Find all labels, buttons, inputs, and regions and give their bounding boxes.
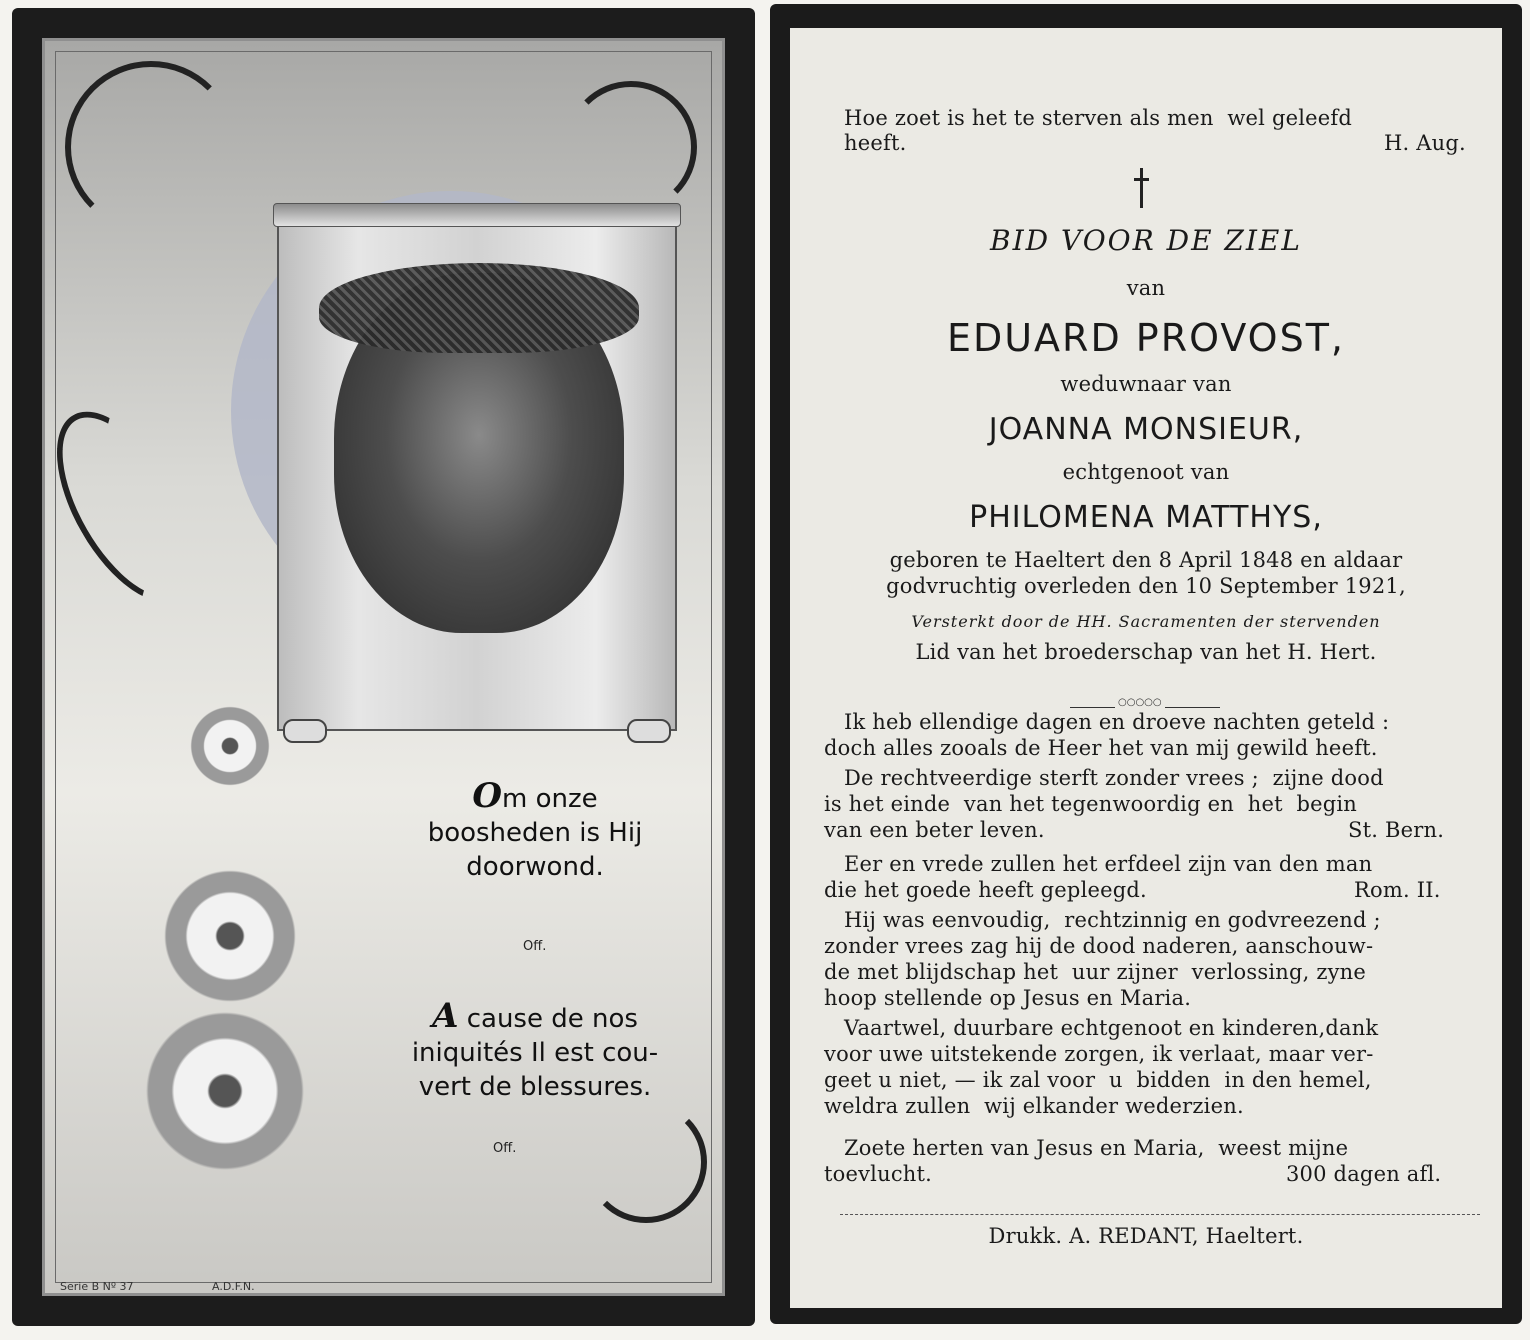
prayer-dutch-line1	[375, 776, 695, 816]
widower-label: weduwnaar van	[1060, 372, 1232, 396]
printer-line: Drukk. A. REDANT, Haeltert.	[988, 1224, 1304, 1248]
corner-ornament-top-right	[565, 81, 697, 213]
dotted-divider	[840, 1214, 1480, 1215]
veil-image	[277, 211, 677, 731]
veil-scroll-right	[627, 719, 671, 743]
cross-icon	[1132, 168, 1152, 208]
paragraph3-line1: Eer en vrede zullen het erfdeel zijn van den man	[844, 852, 1373, 876]
heading-pray: BID VOOR DE ZIEL	[990, 224, 1302, 257]
epigraph-source: H. Aug.	[1384, 131, 1466, 155]
epigraph-line1: Hoe zoet is het te sterven als men wel geleefd	[844, 106, 1353, 130]
paragraph2-line2: is het einde van het tegenwoordig en het begin	[824, 792, 1358, 816]
brotherhood-line: Lid van het broederschap van het H. Hert.	[915, 640, 1377, 664]
passion-flower-large	[135, 1001, 315, 1181]
paragraph4-line2: zonder vrees zag hij de dood naderen, aanschouw-	[824, 934, 1374, 958]
prayer-french	[375, 996, 695, 1104]
veil-rod	[273, 203, 681, 227]
spouse-label: echtgenoot van	[1062, 460, 1230, 484]
prayer-dutch-line1-text: m onze	[502, 784, 598, 814]
passion-flower-medium	[155, 861, 305, 1011]
ornamental-frame	[42, 38, 725, 1296]
first-wife-name: JOANNA MONSIEUR,	[988, 412, 1304, 447]
paragraph5-line2: voor uwe uitstekende zorgen, ik verlaat, maar ver-	[824, 1042, 1374, 1066]
sacraments-line: Versterkt door de HH. Sacramenten der stervenden	[911, 612, 1381, 631]
birth-line: geboren te Haeltert den 8 April 1848 en aldaar	[889, 548, 1403, 572]
memorial-text-page	[790, 28, 1502, 1308]
right-card-panel	[770, 4, 1522, 1324]
paragraph2-line1: De rechtveerdige sterft zonder vrees ; zijne dood	[844, 766, 1384, 790]
illuminated-initial-a: A	[432, 996, 459, 1036]
corner-ornament-top-left	[65, 61, 237, 233]
paragraph4-line1: Hij was eenvoudig, rechtzinnig en godvreezend ;	[844, 908, 1381, 932]
paragraph6-line2: toevlucht.	[824, 1162, 933, 1186]
flower-bud	[185, 701, 275, 791]
off-attribution-1: Off.	[523, 939, 547, 954]
epigraph-line2-left: heeft.	[844, 131, 907, 155]
death-line: godvruchtig overleden den 10 September 1921,	[886, 574, 1406, 598]
publisher-mark: A.D.F.N.	[212, 1280, 255, 1293]
paragraph5-line4: weldra zullen wij elkander wederzien.	[824, 1094, 1244, 1118]
crown-of-thorns	[319, 263, 639, 353]
paragraph3-line2: die het goede heeft gepleegd.	[824, 878, 1147, 902]
prayer-french-line1-text: cause de nos	[458, 1004, 638, 1034]
paragraph2-source: St. Bern.	[1348, 818, 1445, 842]
veil-scroll-left	[283, 719, 327, 743]
left-card-panel	[12, 8, 755, 1326]
paragraph5-line3: geet u niet, — ik zal voor u bidden in den hemel,	[824, 1068, 1372, 1092]
illuminated-initial-o: O	[472, 776, 502, 816]
paragraph4-line3: de met blijdschap het uur zijner verlossing, zyne	[824, 960, 1367, 984]
corner-ornament-bottom-right	[585, 1101, 707, 1223]
deceased-name: EDUARD PROVOST,	[946, 316, 1346, 360]
series-number: Serie B Nº 37	[60, 1280, 134, 1293]
second-wife-name: PHILOMENA MATTHYS,	[969, 500, 1323, 535]
paragraph5-line1: Vaartwel, duurbare echtgenoot en kinderen,dank	[844, 1016, 1379, 1040]
prayer-dutch	[375, 776, 695, 884]
paragraph6-line1: Zoete herten van Jesus en Maria, weest mijne	[844, 1136, 1349, 1160]
paragraph2-line3: van een beter leven.	[824, 818, 1045, 842]
paragraph3-source: Rom. II.	[1354, 878, 1441, 902]
paragraph4-line4: hoop stellende op Jesus en Maria.	[824, 986, 1192, 1010]
prayer-dutch-line3: doorwond.	[466, 852, 604, 882]
prayer-dutch-line2: boosheden is Hij	[427, 818, 643, 848]
off-attribution-2: Off.	[493, 1141, 517, 1156]
paragraph1-line2: doch alles zooals de Heer het van mij gewild heeft.	[824, 736, 1378, 760]
prayer-french-line1	[375, 996, 695, 1036]
prayer-french-line3: vert de blessures.	[418, 1072, 652, 1102]
paragraph1-line1: Ik heb ellendige dagen en droeve nachten geteld :	[844, 710, 1390, 734]
prayer-french-line2: iniquités Il est cou-	[411, 1038, 659, 1068]
indulgence-note: 300 dagen afl.	[1286, 1162, 1442, 1186]
van-label-1: van	[1126, 276, 1166, 300]
